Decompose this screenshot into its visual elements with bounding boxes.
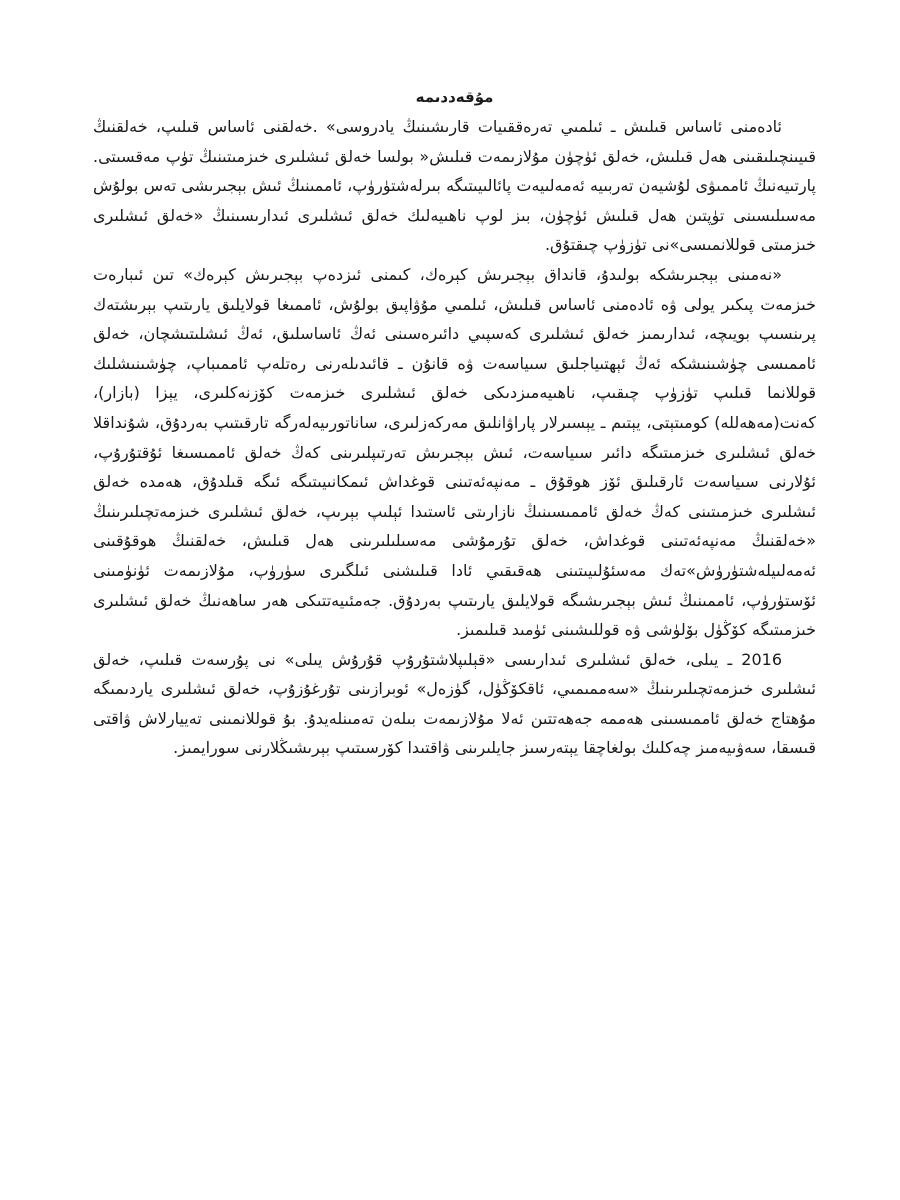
document-title: مۇقەددىمە — [415, 88, 494, 106]
paragraph-3: 2016 ـ يىلى، خەلق ئىشلىرى ئىدارىسى «قېلىپلاشتۇرۇپ قۇرۇش يىلى» نى پۇرسەت قىلىپ، خەلق ئىشلىرى خىزمەتچىلىرىنىڭ «سەممىمىي، ئاقكۆڭۈل، گۈزەل» ئوبرازىنى تۇرغۇزۇپ، خەلق ئىشلىرى ياردىمىگە مۇھتاج خەلق ئاممىسىنى ھەممە جەھەتتىن ئەلا مۇلازىمەت بىلەن تەمىنلەيدۇ. بۇ قوللانمىنى تەييارلاش ۋاقتى قىسقا، سەۋىيەمىز چەكلىك بولغاچقا يېتەرسىز جايلىرىنى ۋاقتىدا كۆرسىتىپ بېرىشىڭلارنى سورايمىز. — [93, 649, 816, 758]
paragraph-2: «نەمىنى بېجىرىشكە بولىدۇ، قانداق بېجىرىش كېرەك، كىمنى ئىزدەپ بېجىرىش كېرەك» تىن ئىبارەت خىزمەت پىكىر يولى ۋە ئادەمنى ئاساس قىلىش، ئىلمىي مۇۋاپىق بولۇش، ئاممىغا قولايلىق يارىتىپ بېرىشتەك پرىنسىپ بويىچە، ئىدارىمىز خەلق ئىشلىرى كەسپىي دائىرەسىنى ئەڭ ئاساسلىق، ئەڭ ئىشلىتىشچان، خەلق ئاممىسى چۈشىنىشكە ئەڭ ئېھتىياجلىق سىياسەت ۋە قانۇن ـ قائىدىلەرنى رەتلەپ ئاممىباپ، چۈشىنىشلىك قوللانما قىلىپ تۈزۈپ چىقىپ، ناھىيەمىزدىكى خەلق ئىشلىرى خىزمەت كۆزنەكلىرى، يېزا (بازار)، كەنت(مەھەللە) كومىتېتى، يېتىم ـ يېسىرلار پاراۋانلىق مەركەزلىرى، ساناتورىيەلەرگە تارقىتىپ بەردۇق، شۇنداقلا خەلق ئىشلىرى خىزمىتىگە دائىر سىياسەت، ئىش بېجىرىش تەرتىپلىرىنى كەڭ خەلق ئاممىسىغا ئۇقتۇرۇپ، ئۇلارنى سىياسەت ئارقىلىق ئۆز ھوقۇق ـ مەنپەئەتىنى قوغداش ئىمكانىيىتىگە ئىگە قىلدۇق، ھەمدە خەلق ئىشلىرى خىزمىتىنى كەڭ خەلق ئاممىسىنىڭ نازارىتى ئاستىدا ئېلىپ بېرىپ، خەلق ئىشلىرى خىزمەتچىلىرىنىڭ «خەلقنىڭ مەنپەئەتىنى قوغداش، خەلق تۇرمۇشى مەسىلىلىرىنى ھەل قىلىش، خەلقنىڭ ھوقۇقىنى ئەمەلىيلەشتۈرۈش»تەك مەسئۇلىيىتىنى ھەقىقىي ئادا قىلىشنى ئىلگىرى سۈرۈپ، مۇلازىمەت ئۈنۈمىنى ئۆستۈرۈپ، ئاممىنىڭ ئىش بېجىرىشىگە قولايلىق يارىتىپ بەردۇق. جەمئىيەتتىكى ھەر ساھەنىڭ خەلق ئىشلىرى خىزمىتىگە كۆڭۈل بۆلۈشى ۋە قوللىشىنى ئۈمىد قىلىمىز. — [93, 264, 816, 640]
document-body — [93, 112, 816, 763]
paragraph-1: ئادەمنى ئاساس قىلىش ـ ئىلمىي تەرەققىيات قارىشىنىڭ يادروسى» .خەلقنى ئاساس قىلىپ، خەلقنىڭ قىيىنچىلىقىنى ھەل قىلىش، خەلق ئۈچۈن مۇلازىمەت قىلىش« بولسا خەلق ئىشلىرى خىزمىتىنىڭ تۈپ مەقسىتى. پارتىيەنىڭ ئاممىۋى لۇشيەن تەربىيە ئەمەلىيەت پائالىيىتىگە بىرلەشتۈرۈپ، ئاممىنىڭ ئىش بېجىرىشى تەس بولۇش مەسىلىسىنى تۈپتىن ھەل قىلىش ئۈچۈن، بىز لوپ ناھىيەلىك خەلق ئىشلىرى ئىدارىسىنىڭ «خەلق ئىشلىرى خىزمىتى قوللانمىسى»نى تۈزۈپ چىقتۇق. — [93, 117, 816, 255]
document-page — [93, 82, 816, 763]
